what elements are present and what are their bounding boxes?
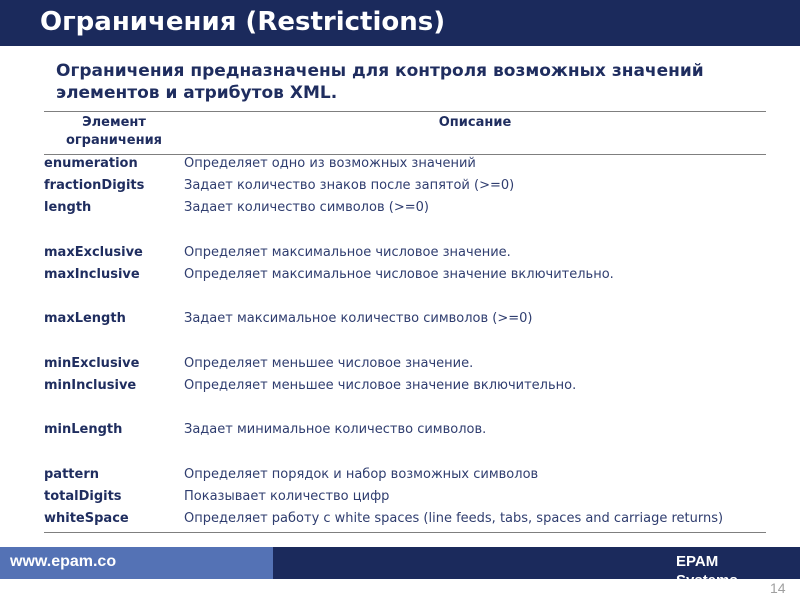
restriction-name: pattern bbox=[44, 466, 99, 482]
restriction-name bbox=[44, 399, 184, 421]
restriction-description: Определяет меньшее числовое значение. bbox=[184, 355, 474, 371]
restriction-description: Определяет меньшее числовое значение включительно. bbox=[184, 377, 577, 393]
footer-left-band bbox=[0, 547, 273, 579]
restriction-description: Определяет работу с white spaces (line feeds, tabs, spaces and carriage returns) bbox=[184, 510, 766, 533]
table-row bbox=[44, 510, 766, 533]
table-row bbox=[44, 199, 766, 221]
table-row bbox=[44, 155, 766, 178]
column-header-description: Описание bbox=[184, 112, 766, 155]
table-row bbox=[44, 488, 766, 510]
restriction-description: Задает количество знаков после запятой (>=0) bbox=[184, 178, 515, 194]
restriction-name: totalDigits bbox=[44, 488, 122, 504]
table-row bbox=[44, 222, 766, 244]
table-row bbox=[44, 466, 766, 488]
restriction-description: Задает количество символов (>=0) bbox=[184, 200, 429, 216]
restriction-name: enumeration bbox=[44, 156, 138, 171]
table-row bbox=[44, 266, 766, 288]
table-row bbox=[44, 443, 766, 465]
restriction-description: Определяет порядок и набор возможных символов bbox=[184, 466, 539, 482]
restriction-description bbox=[184, 443, 766, 465]
restriction-description: Определяет максимальное числовое значение. bbox=[184, 244, 511, 260]
slide-subtitle: Ограничения предназначены для контроля возможных значений элементов и атрибутов XML. bbox=[56, 61, 704, 103]
restriction-name: maxLength bbox=[44, 311, 126, 327]
restriction-description bbox=[184, 333, 766, 355]
table-header-row bbox=[44, 112, 766, 155]
footer-url[interactable]: www.epam.co bbox=[10, 553, 117, 570]
restriction-description: Показывает количество цифр bbox=[184, 488, 390, 504]
restriction-name bbox=[44, 443, 184, 465]
restriction-description: Определяет одно из возможных значений bbox=[184, 156, 476, 171]
restrictions-table bbox=[44, 111, 766, 533]
restriction-description: Задает максимальное количество символов (>=0) bbox=[184, 311, 533, 327]
restriction-description bbox=[184, 288, 766, 310]
table-row bbox=[44, 377, 766, 399]
table-row bbox=[44, 333, 766, 355]
restriction-description: Задает минимальное количество символов. bbox=[184, 422, 487, 438]
restriction-name: minLength bbox=[44, 422, 123, 438]
restriction-description: Определяет максимальное числовое значение включительно. bbox=[184, 266, 614, 282]
table-row bbox=[44, 421, 766, 443]
restriction-description bbox=[184, 399, 766, 421]
restriction-name bbox=[44, 288, 184, 310]
restriction-name bbox=[44, 333, 184, 355]
restriction-name: fractionDigits bbox=[44, 178, 145, 194]
restriction-name: minExclusive bbox=[44, 355, 140, 371]
page-number: 14 bbox=[770, 580, 786, 596]
footer-company: EPAM Systems bbox=[676, 553, 738, 589]
table-row bbox=[44, 355, 766, 377]
table-row bbox=[44, 399, 766, 421]
table-row bbox=[44, 244, 766, 266]
table-row bbox=[44, 310, 766, 332]
table-row bbox=[44, 177, 766, 199]
table-row bbox=[44, 288, 766, 310]
restriction-name bbox=[44, 222, 184, 244]
column-header-element: Элемент ограничения bbox=[44, 112, 184, 155]
slide-title: Ограничения (Restrictions) bbox=[40, 7, 446, 37]
restriction-name: length bbox=[44, 200, 92, 216]
restriction-description bbox=[184, 222, 766, 244]
restriction-name: maxExclusive bbox=[44, 244, 143, 260]
restriction-name: maxInclusive bbox=[44, 266, 140, 282]
restriction-name: whiteSpace bbox=[44, 510, 184, 533]
restriction-name: minInclusive bbox=[44, 377, 137, 393]
title-bar bbox=[0, 0, 800, 46]
